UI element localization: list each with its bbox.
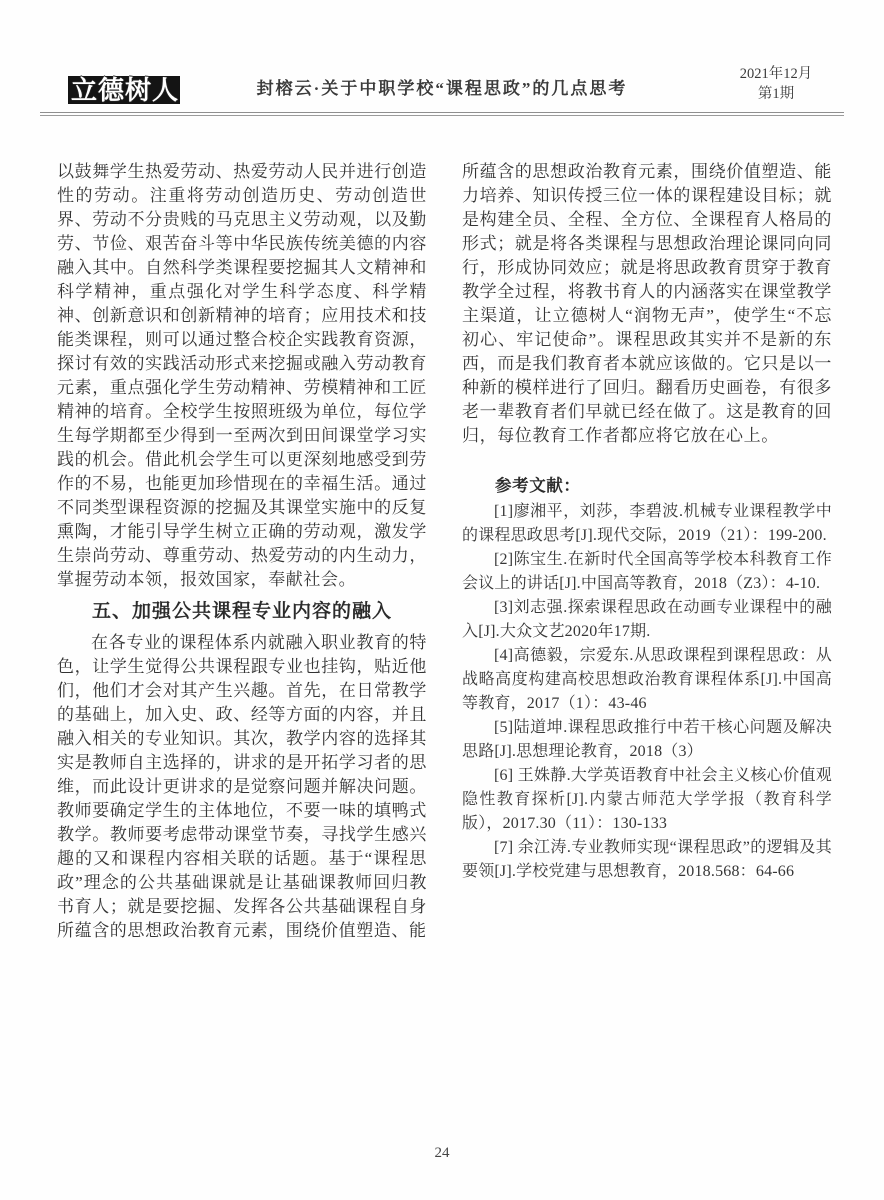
reference-item-5: [5]陆道坤.课程思政推行中若干核心问题及解决思路[J].思想理论教育，2018（3） bbox=[462, 719, 832, 760]
reference-item-2: [2]陈宝生.在新时代全国高等学校本科教育工作会议上的讲话[J].中国高等教育，2018（Z3）：4-10. bbox=[462, 551, 832, 592]
reference-item-3: [3]刘志强.探索课程思政在动画专业课程中的融入[J].大众文艺2020年17期. bbox=[462, 599, 832, 640]
running-head-title: 封榕云·关于中职学校“课程思政”的几点思考 bbox=[256, 79, 628, 98]
reference-item-4: [4]高德毅，宗爱东.从思政课程到课程思政：从战略高度构建高校思想政治教育课程体系[J].中国高等教育，2017（1）：43-46 bbox=[462, 647, 832, 712]
page-number: 24 bbox=[434, 1145, 450, 1161]
body-paragraph-continued: 所蕴含的思想政治教育元素，围绕价值塑造、能力培养、知识传授三位一体的课程建设目标；就是构建全员、全程、全方位、全课程育人格局的形式；就是将各类课程与思想政治理论课同向同行，形成协同效应；就是将思政教育贯穿于教育教学全过程，将教书育人的内涵落实在课堂教学主渠道，让立德树人“润物无声”，使学生“不忘初心、牢记使命”。课程思政其实并不是新的东西，而是我们教育者本就应该做的。它只是以一种新的模样进行了回归。翻看历史画卷，有很多老一辈教育者们早就已经在做了。这是教育的回归，每位教育工作者都应将它放在心上。 bbox=[462, 162, 832, 445]
issue-number: 第1期 bbox=[757, 86, 795, 102]
section-heading-5: 五、加强公共课程专业内容的融入 bbox=[91, 601, 392, 622]
header-divider-rule bbox=[40, 112, 844, 116]
references-section bbox=[462, 474, 832, 884]
body-paragraph: 在各专业的课程体系内就融入职业教育的特色，让学生觉得公共课程跟专业也挂钩，贴近他们，他们才会对其产生兴趣。首先，在日常教学的基础上，加入史、政、经等方面的内容，并且融入相关的专业知识。其次，教学内容的选择其实是教师自主选择的，讲求的是开拓学习者的思维，而此设计更讲求的是觉察问题并解决问题。教师要确定学生的主体地位，不要一味的填鸭式教学。教师要考虑带动课堂节奏，寻找学生感兴趣的又和课程内容相关联的话题。基于“课程思政”理念的公共基础课就是让基础课教师回归教书育人；就是要挖掘、发挥各公共基础课程自身所蕴含的思想政治教育元素，围绕价值塑造、能 bbox=[57, 633, 427, 940]
page-header bbox=[40, 58, 844, 108]
issue-info bbox=[716, 64, 836, 104]
logo-text: 立德树人 bbox=[71, 75, 180, 105]
reference-item-6: [6] 王姝静.大学英语教育中社会主义核心价值观隐性教育探析[J].内蒙古师范大学学报（教育科学版），2017.30（11）：130-133 bbox=[462, 767, 832, 832]
journal-logo bbox=[68, 58, 180, 104]
left-column bbox=[57, 160, 427, 943]
reference-item-7: [7] 余江涛.专业教师实现“课程思政”的逻辑及其要领[J].学校党建与思想教育，2018.568：64-66 bbox=[462, 839, 832, 880]
body-paragraph-continued: 以鼓舞学生热爱劳动、热爱劳动人民并进行创造性的劳动。注重将劳动创造历史、劳动创造世界、劳动不分贵贱的马克思主义劳动观，以及勤劳、节俭、艰苦奋斗等中华民族传统美德的内容融入其中。自然科学类课程要挖掘其人文精神和科学精神，重点强化对学生科学态度、科学精神、创新意识和创新精神的培育；应用技术和技能类课程，则可以通过整合校企实践教育资源，探讨有效的实践活动形式来挖掘或融入劳动教育元素，重点强化学生劳动精神、劳模精神和工匠精神的培育。全校学生按照班级为单位，每位学生每学期都至少得到一至两次到田间课堂学习实践的机会。借此机会学生可以更深刻地感受到劳作的不易，也能更加珍惜现在的幸福生活。通过不同类型课程资源的挖掘及其课堂实施中的反复熏陶，才能引导学生树立正确的劳动观，激发学生崇尚劳动、尊重劳动、热爱劳动的内生动力，掌握劳动本领，报效国家，奉献社会。 bbox=[57, 162, 427, 589]
references-heading: 参考文献： bbox=[495, 477, 581, 495]
issue-date: 2021年12月 bbox=[739, 66, 813, 82]
article-body bbox=[57, 160, 832, 943]
right-column bbox=[462, 160, 832, 943]
reference-item-1: [1]廖湘平，刘莎，李碧波.机械专业课程教学中的课程思政思考[J].现代交际，2019（21）：199-200. bbox=[462, 503, 832, 544]
